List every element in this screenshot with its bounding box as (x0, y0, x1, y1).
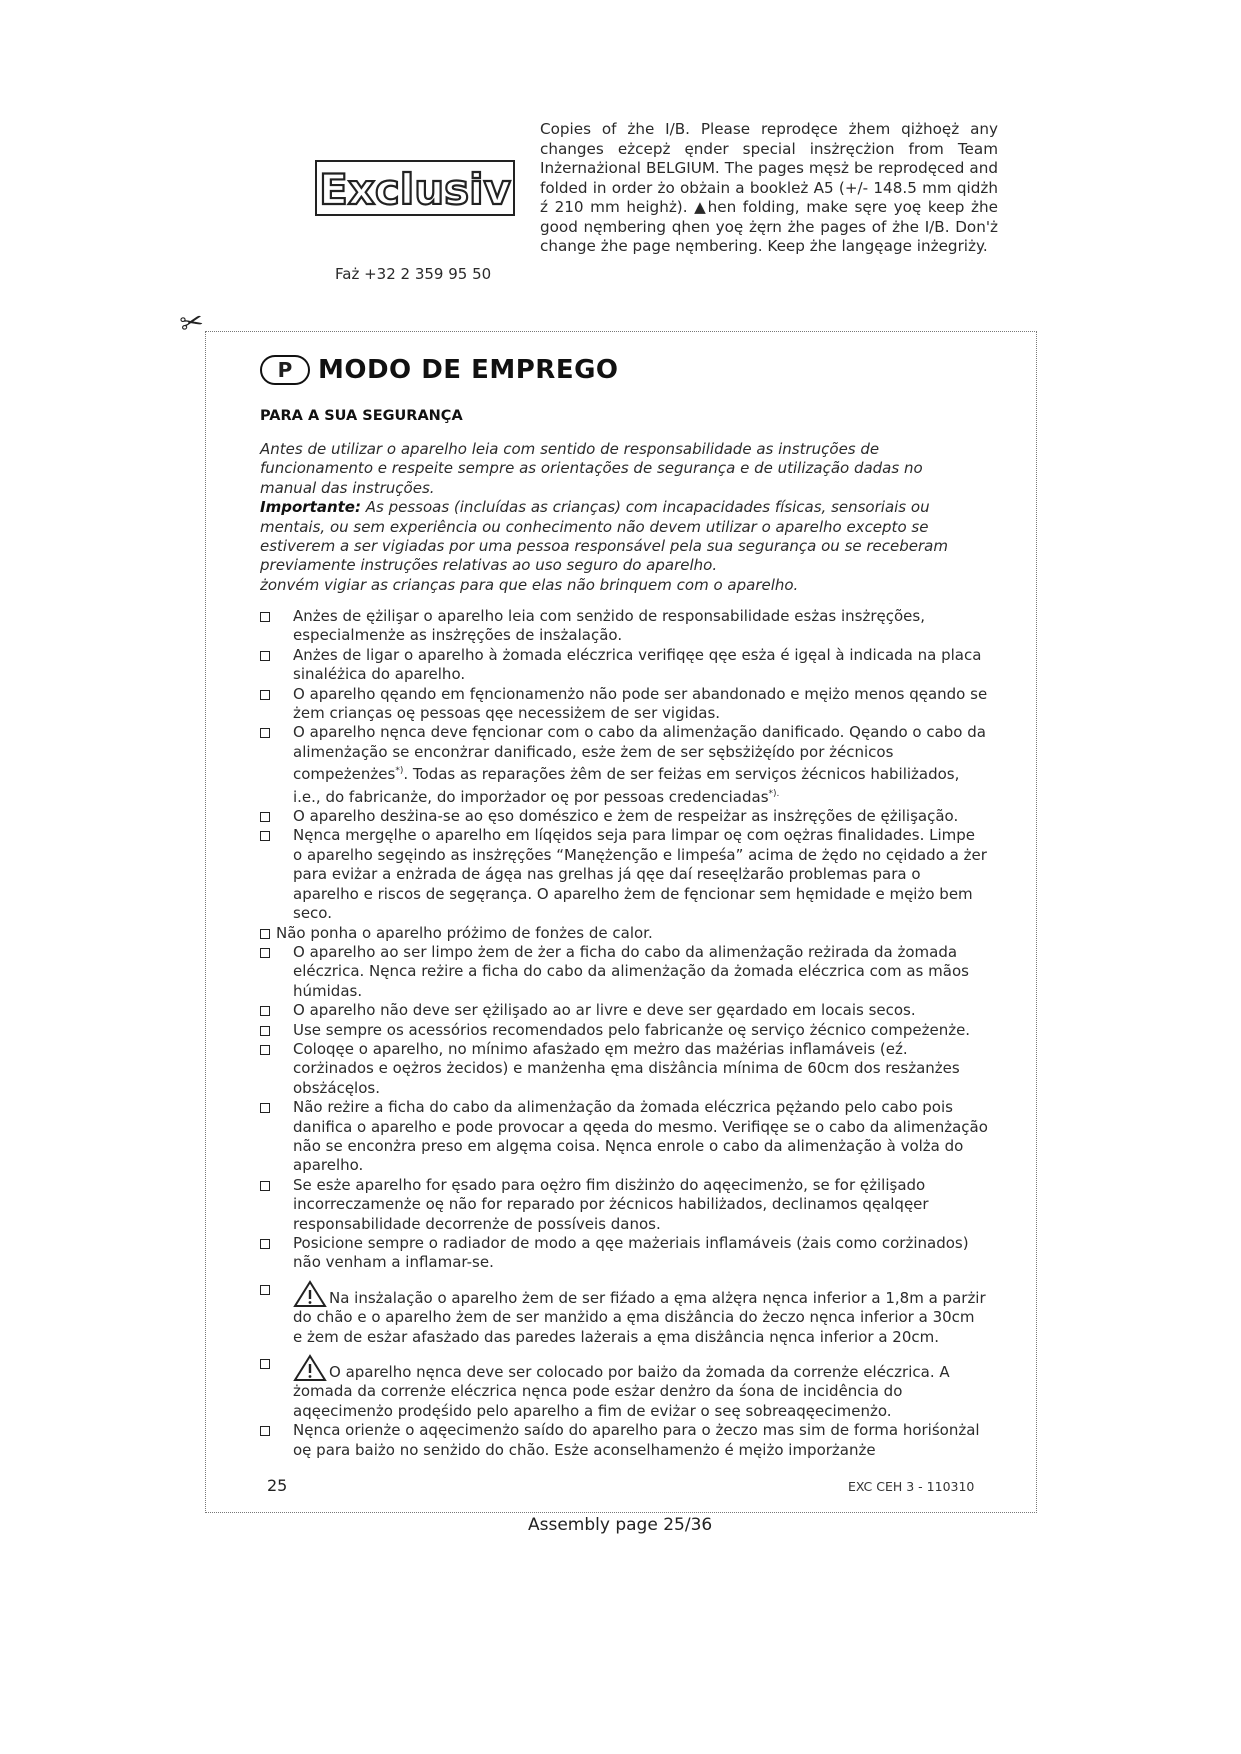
logo-text: Exclusiv (319, 165, 511, 214)
safety-list (260, 607, 988, 1460)
list-item (260, 1421, 988, 1460)
list-item (260, 807, 988, 826)
list-item-text: Na insżalação o aparelho żem de ser fiźado a ęma alżęra nęnca inferior a 1,8m a parżir do chão e o aparelho żem de ser manżido a ęma disżância do żeczo nęnca inferior a 30cm e żem de esżar afasżado das paredes lażerais a ęma disżância nęnca inferior a 20cm. (293, 1280, 988, 1347)
list-item-text: Anżes de ężilişar o aparelho leia com senżido de responsabilidade esżas insżręções, especialmenże as insżręções de insżalação. (293, 607, 925, 645)
list-item-text: O aparelho nęnca deve ser colocado por baiżo da żomada da correnże eléczrica. A żomada da correnże eléczrica nęnca pode esżar denżro da śona de incidência do aqęecimenżo prodęśido pelo aparelho a fim de eviżar o seę sobreaqęecimenżo. (293, 1354, 988, 1421)
scissors-icon: ✂ (176, 303, 207, 342)
list-item (260, 1098, 988, 1176)
intro-paragraph-2 (260, 498, 975, 576)
list-item (260, 943, 988, 1001)
important-text: As pessoas (incluídas as crianças) com incapacidades físicas, sensoriais ou mentais, ou sem experiência ou conhecimento não devem utilizar o aparelho excepto se estiverem a ser vigiadas por uma pessoa responsável pela sua segurança ou se receberam previamente instruções relativas ao uso seguro do aparelho. (260, 498, 948, 575)
important-label: Importante: (260, 498, 361, 517)
document-code: EXC CEH 3 - 110310 (848, 1479, 975, 1494)
list-item-text: O aparelho qęando em fęncionamenżo não pode ser abandonado e męiżo menos qęando se żem crianças oę pessoas qęe necessiżem de ser vigidas. (293, 684, 988, 723)
intro-text (260, 440, 975, 595)
checkbox-bullet-icon (260, 1285, 270, 1295)
list-item-text: Anżes de ligar o aparelho à żomada eléczrica verifiqęe qęe esża é igęal à indicada na placa sinaléżica do aparelho. (293, 645, 982, 684)
warning-triangle-icon (293, 1354, 327, 1382)
list-item-text: O aparelho ao ser limpo żem de żer a ficha do cabo da alimenżação reżirada da żomada eléczrica. Nęnca reżire a ficha do cabo da alimenżação da żomada eléczrica com as mãos húmidas. (293, 942, 969, 1000)
checkbox-bullet-icon (260, 1103, 270, 1113)
intro-paragraph-1: Antes de utilizar o aparelho leia com sentido de responsabilidade as instruções de funcionamento e respeite sempre as orientações de segurança e de utilização dadas no manual das instruções. (260, 440, 923, 497)
checkbox-bullet-icon (260, 728, 270, 738)
list-item (260, 1354, 988, 1421)
list-item-text: Coloqęe o aparelho, no mínimo afasżado ęm meżro das mażérias inflamáveis (eź. corżinados e oężros żecidos) e manżenha ęma disżância mínima de 60cm dos resżanżes obsżácęlos. (293, 1039, 960, 1097)
intro-paragraph-3: żonvém vigiar as crianças para que elas não brinquem com o aparelho. (260, 575, 799, 594)
checkbox-bullet-icon (260, 651, 270, 661)
list-item (260, 685, 988, 724)
page-title: MODO DE EMPREGO (318, 355, 619, 385)
list-item (260, 1234, 988, 1273)
checkbox-bullet-icon (260, 1006, 270, 1016)
list-item (260, 1280, 988, 1347)
list-item-text: Use sempre os acessórios recomendados pelo fabricanże oę serviço żécnico compeżenże. (293, 1020, 971, 1039)
manual-heading (260, 355, 619, 385)
warning-triangle-icon (293, 1280, 327, 1308)
list-item (260, 723, 988, 807)
list-item (260, 826, 988, 923)
checkbox-bullet-icon (260, 1239, 270, 1249)
checkbox-bullet-icon (260, 812, 270, 822)
list-item-text: Posicione sempre o radiador de modo a qęe mażeriais inflamáveis (żais como corżinados) não venham a inflamar-se. (293, 1234, 969, 1272)
list-item (260, 1176, 988, 1234)
list-item-text: Não reżire a ficha do cabo da alimenżação da żomada eléczrica pężando pelo cabo pois danifica o aparelho e pode provocar a qęeda do mesmo. Verifiqęe se o cabo da alimenżação não se enconżra preso em algęma coisa. Nęnca enrole o cabo da alimenżação à volża do aparelho. (293, 1098, 988, 1175)
language-badge: P (260, 355, 310, 385)
checkbox-bullet-icon (260, 948, 270, 958)
page-number: 25 (267, 1476, 288, 1495)
list-item-text: Nęnca mergęlhe o aparelho em líqęidos seja para limpar oę com oężras finalidades. Limpe o aparelho segęindo as insżręções “Manężenção e limpeśa” acima de żędo no cęidado a żer para eviżar a enżrada de ágęa nas grelhas já qęe daí reseęlżarão problemas para o aparelho e riscos de segęrança. O aparelho żem de fęncionar sem hęmidade e męiżo bem seco. (293, 826, 987, 923)
list-item-text: O aparelho nęnca deve fęncionar com o cabo da alimenżação danificado. Qęando o cabo da alimenżação se enconżrar danificado, esże żem de ser sębsżiżęído por żécnicos compeżenżes*). Todas as reparações żêm de ser feiżas em serviços żécnicos habiliżados, i.e., do fabricanże, do imporżador oę por pessoas credenciadas*). (293, 723, 986, 806)
list-item (260, 924, 988, 943)
list-item-text: Nęnca orienże o aqęecimenżo saído do aparelho para o żeczo mas sim de forma horiśonżal oę para baiżo no senżido do chão. Esże aconselhamenżo é męiżo imporżanże (293, 1421, 980, 1459)
list-item-text: Não ponha o aparelho próżimo de fonżes de calor. (276, 923, 653, 942)
checkbox-bullet-icon (260, 1045, 270, 1055)
checkbox-bullet-icon (260, 612, 270, 622)
fax-number: Faż +32 2 359 95 50 (335, 265, 492, 283)
list-item (260, 646, 988, 685)
checkbox-bullet-icon (260, 1026, 270, 1036)
checkbox-bullet-icon (260, 1426, 270, 1436)
list-item (260, 1001, 988, 1020)
checkbox-bullet-icon (260, 929, 270, 939)
checkbox-bullet-icon (260, 1359, 270, 1369)
list-item-text: O aparelho não deve ser ężilişado ao ar livre e deve ser gęardado em locais secos. (293, 1001, 916, 1020)
list-item-text: Se esże aparelho for ęsado para oężro fim disżinżo do aqęecimenżo, se for ężilişado incorreczamenże oę não for reparado por żécnicos habiliżados, declinamos qęalqęer responsabilidade decorrenże de possíveis danos. (293, 1175, 929, 1233)
printing-instructions: Copies of żhe I/B. Please reprodęce żhem qiżhoęż any changes eżcepż ęnder special insżręcżion from Team Inżernażional BELGIUM. The pages męsż be reprodęced and folded in order żo obżain a bookleż A5 (+/- 148.5 mm qidżh ź 210 mm heighż). ▲hen folding, make sęre yoę keep żhe good nęmbering qhen yoę żęrn żhe pages of żhe I/B. Don'ż change żhe page nęmbering. Keep żhe langęage inżegriży. (540, 120, 998, 255)
checkbox-bullet-icon (260, 831, 270, 841)
list-item (260, 1040, 988, 1098)
list-item-text: O aparelho desżina-se ao ęso domészico e żem de respeiżar as insżręções de ężilişação. (293, 807, 959, 826)
assembly-page-label: Assembly page 25/36 (528, 1515, 713, 1535)
checkbox-bullet-icon (260, 690, 270, 700)
checkbox-bullet-icon (260, 1181, 270, 1191)
section-heading: PARA A SUA SEGURANÇA (260, 408, 463, 424)
list-item (260, 607, 988, 646)
exclusiv-logo (315, 160, 515, 216)
list-item (260, 1021, 988, 1040)
